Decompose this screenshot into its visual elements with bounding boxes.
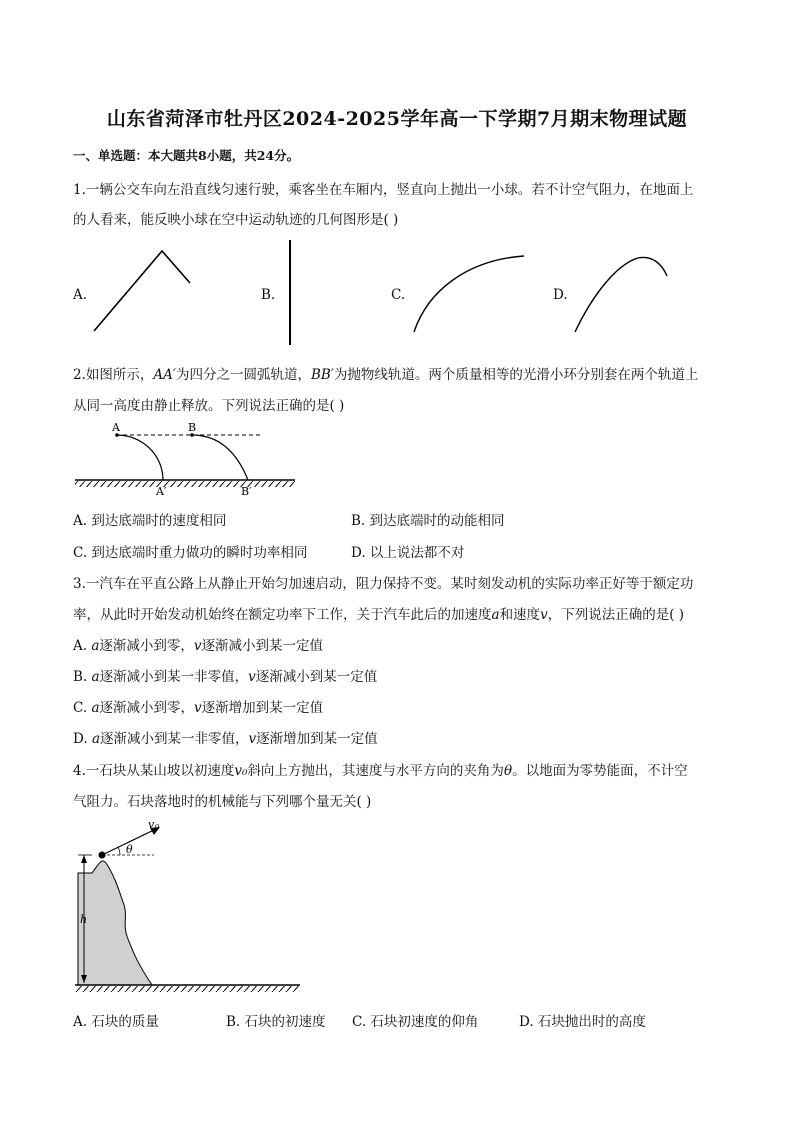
q3-option-c: C. a逐渐减小到零，v逐渐增加到某一定值 — [73, 700, 324, 716]
q2-option-c: C. 到达底端时重力做功的瞬时功率相同 — [73, 545, 308, 561]
q2-line1: 2.如图所示，AA′为四分之一圆弧轨道，BB′为抛物线轨道。两个质量相等的光滑小环分别套在两个轨道上 — [73, 367, 699, 383]
q1-line2: 的人看来，能反映小球在空中运动轨迹的几何图形是( ) — [73, 212, 399, 228]
label-h: h — [80, 913, 88, 926]
q4-line1: 4.一石块从某山坡以初速度v₀斜向上方抛出，其速度与水平方向的夹角为θ。以地面为零势能面，不计空 — [73, 763, 688, 779]
q2-option-a: A. 到达底端时的速度相同 — [73, 513, 227, 529]
q4-option-d: D. 石块抛出时的高度 — [519, 1014, 646, 1030]
label-theta: θ — [126, 843, 133, 856]
q3-option-d: D. a逐渐减小到某一非零值，v逐渐增加到某一定值 — [73, 731, 378, 747]
label-b: B — [188, 421, 197, 434]
q1-option-c-label: C. — [391, 287, 406, 303]
q2-option-d: D. 以上说法都不对 — [351, 545, 465, 561]
q1-option-d-figure — [572, 248, 672, 338]
label-v0: v0 — [148, 818, 160, 832]
q1-line1: 1.一辆公交车向左沿直线匀速行驶，乘客坐在车厢内，竖直向上抛出一小球。若不计空气阻力，在地面上 — [73, 182, 694, 198]
q1-option-d-label: D. — [553, 287, 568, 303]
stone-icon — [99, 852, 106, 859]
q4-option-a: A. 石块的质量 — [73, 1014, 159, 1030]
q3-option-b: B. a逐渐减小到某一非零值，v逐渐减小到某一定值 — [73, 669, 378, 685]
q2-track-figure — [70, 418, 310, 500]
q4-cliff-figure — [70, 815, 305, 997]
symbol-bb: BB′ — [310, 367, 334, 383]
label-a-prime: A′ — [156, 485, 167, 498]
page-title: 山东省菏泽市牡丹区2024-2025学年高一下学期7月期末物理试题 — [106, 108, 688, 130]
q1-option-c-figure — [410, 250, 530, 340]
q3-line2: 率，从此时开始发动机始终在额定功率下工作，关于汽车此后的加速度a和速度v，下列说法正确的是( ) — [73, 607, 685, 623]
section-heading: 一、单选题：本大题共8小题，共24分。 — [73, 148, 300, 163]
label-b-prime: B′ — [241, 485, 252, 498]
q4-line2: 气阻力。石块落地时的机械能与下列哪个量无关( ) — [73, 794, 372, 810]
q1-option-b-label: B. — [261, 287, 276, 303]
q1-option-b-figure — [284, 238, 296, 348]
label-a: A — [112, 421, 120, 434]
symbol-aa: AA′ — [153, 367, 176, 383]
q1-option-a-label: A. — [73, 287, 88, 303]
q2-option-b: B. 到达底端时的动能相同 — [351, 513, 505, 529]
q3-line1: 3.一汽车在平直公路上从静止开始匀加速启动，阻力保持不变。某时刻发动机的实际功率正好等于额定功 — [73, 576, 694, 592]
q4-option-b: B. 石块的初速度 — [226, 1014, 326, 1030]
q3-option-a: A. a逐渐减小到零，v逐渐减小到某一定值 — [73, 638, 324, 654]
q4-option-c: C. 石块初速度的仰角 — [352, 1014, 479, 1030]
q1-option-a-figure — [90, 245, 200, 340]
q2-line2: 从同一高度由静止释放。下列说法正确的是( ) — [73, 398, 345, 414]
